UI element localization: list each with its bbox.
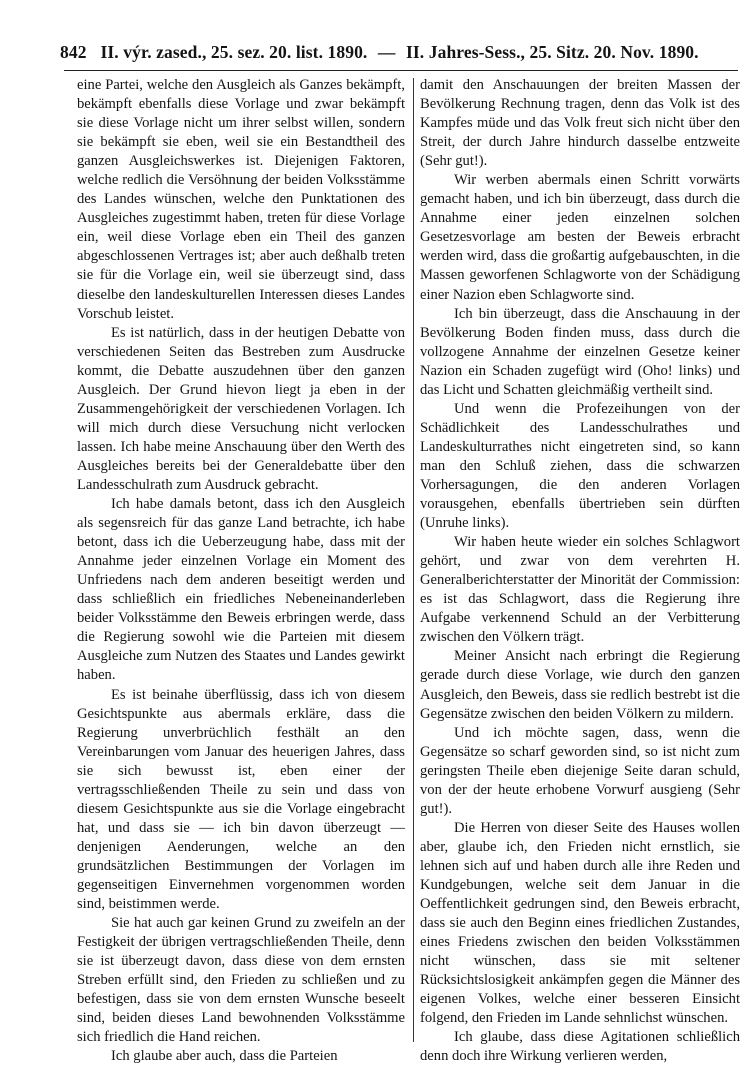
paragraph: Sie hat auch gar keinen Grund zu zweifeln an der Festigkeit der übrigen vertragschließenden Theile, denn sie ist überzeugt davon, dass diese von dem ernsten Streben erfüllt sind, den Frieden zu schließen und zu befestigen, dass sie von dem ernsten Wunsche beseelt sind, beiden dieses Land bewohnenden Volksstämme sich friedlich die Hand reichen. [77,915,405,1046]
header-german: II. Jahres-Sess., 25. Sitz. 20. Nov. 1890. [405,42,699,62]
paragraph: Es ist natürlich, dass in der heutigen Debatte von verschiedenen Seiten das Bestreben zum Ausdrucke kommt, die Debatte auszudehnen über den ganzen Ausgleich. Der Grund hievon liegt ja eben in der Zusammengehörigkeit der verschiedenen Vorlagen. Ich will mich durch diese Versuchung nicht verlocken lassen. Ich habe meine Anschauung über den Werth des Ausgleiches bereits bei der Generaldebatte über den Landesschulrath zum Ausdruck gebracht. [77,324,405,493]
paragraph: Wir haben heute wieder ein solches Schlagwort gehört, und zwar von dem verehrten H. Generalberichterstatter der Minorität der Commission: es ist das Schlagwort, dass die Regierung ihre Aufgabe verkennend Schuld an der Verbitterung zwischen den Völkern trägt. [420,534,740,646]
page-number: 842 [60,42,87,62]
paragraph: Ich glaube, dass diese Agitationen schließlich denn doch ihre Wirkung verlieren werden, [420,1029,740,1065]
header-czech: II. výr. zased., 25. sez. 20. list. 1890. [100,42,368,62]
paragraph: Ich bin überzeugt, dass die Anschauung in der Bevölkerung Boden finden muss, dass durch die vollzogene Annahme der einzelnen Gesetze keiner Nazion ein Schaden zugefügt wird (Oho! links) und das Licht und Schatten gleichmäßig vertheilt sind. [420,305,740,398]
paragraph: Es ist beinahe überflüssig, dass ich von diesem Gesichtspunkte aus abermals erkläre, dass die Regierung unverbrüchlich festhält an den Vereinbarungen vom Januar des heuerigen Jahres, dass sie sich bewusst ist, eben einer der vertragsschließenden Theile zu sein und dass von diesem Gesichtspunkte aus sie die Vorlage eingebracht hat, und dass sie — ich bin davon überzeugt — denjenigen Aenderungen, welche an den grundsätzlichen Bestimmungen der Vorlagen im gegenseitigen Einvernehmen vorgenommen worden sind, beistimmen werde. [77,686,405,913]
right-column [420,76,740,1066]
left-column [77,76,405,1066]
paragraph: Meiner Ansicht nach erbringt die Regierung gerade durch diese Vorlage, wie durch den ganzen Ausgleich, den Beweis, dass sie redlich bestrebt ist die Gegensätze zwischen den beiden Völkern zu mildern. [420,648,740,722]
paragraph: Ich habe damals betont, dass ich den Ausgleich als segensreich für das ganze Land betrachte, ich habe betont, dass ich die Ueberzeugung habe, dass mit der Annahme jeder einzelnen Vorlage ein Moment des Unfriedens nach dem anderen beseitigt werden und dass schließlich ein friedliches Nebeneinanderleben beider Volksstämme den Beweis erbringen werde, dass die Regierung sowohl wie die Parteien mit diesem Ausgleiche zum Nutzen des Staates und Landes gewirkt haben. [77,496,405,684]
paragraph: eine Partei, welche den Ausgleich als Ganzes bekämpft, bekämpft ebenfalls diese Vorlage und zwar bekämpft sie diese Vorlage nicht um ihrer selbst willen, sondern sie bekämpft sie eben, weil sie ein Bestandtheil des ganzen Ausgleichswerkes ist. Diejenigen Faktoren, welche redlich die Versöhnung der beiden Volksstämme des Landes wünschen, welche den Punktationen des Ausgleiches zugestimmt haben, treten für diese Vorlage ein, weil diese Vorlage eben ein Theil des ganzen abgeschlossenen Vertrages ist; aber auch deßhalb treten sie für die Vorlage ein, weil sie überzeugt sind, dass dieselbe den landeskulturellen Interessen dieses Landes Vorschub leistet. [77,77,405,322]
page-header [60,38,740,66]
column-divider [413,78,414,1042]
paragraph: Die Herren von dieser Seite des Hauses wollen aber, glaube ich, den Frieden nicht ernstlich, sie lehnen sich auf und haben durch alle ihre Reden und Kundgebungen, welche seit dem Januar in die Oeffentlichkeit gedrungen sind, den Beweis erbracht, dass sie auch den Beginn eines friedlichen Zustandes, eines Friedens zwischen den beiden Volksstämmen nicht wünschen, dass sie mit seltener Rücksichtslosigkeit ankämpfen gegen die Männer des eigenen Volkes, welche einer besseren Einsicht folgend, den Frieden im Lande sehnlichst wünschen. [420,819,740,1027]
paragraph: Wir werben abermals einen Schritt vorwärts gemacht haben, und ich bin überzeugt, dass durch die Annahme einer jeden einzelnen solchen Gesetzesvorlage am besten der Beweis erbracht werden wird, dass die großartig aufgebauschten, in die Massen geworfenen Schlagworte von der Schädigung einer Nazion eben Schlagworte sind. [420,172,740,303]
paragraph: Und wenn die Profezeihungen von der Schädlichkeit des Landesschulrathes und Landeskulturrathes nicht eingetreten sind, so kann man den Schluß ziehen, dass die schwarzen Vorhersagungen, die den anderen Vorlagen vorausgehen, ebenfalls übertrieben sein dürften (Unruhe links). [420,400,740,532]
paragraph: damit den Anschauungen der breiten Massen der Bevölkerung Rechnung tragen, denn das Volk ist des Kampfes müde und das Volk freut sich nicht über den Streit, der durch Jahre hindurch dasselbe entzweite (Sehr gut!). [420,77,740,170]
paragraph: Und ich möchte sagen, dass, wenn die Gegensätze so scharf geworden sind, so ist nicht zum geringsten Theile eben diejenige Seite daran schuld, von der der heute erhobene Vorwurf ausgieng (Sehr gut!). [420,724,740,817]
header-rule [64,70,738,71]
header-separator: — [377,42,396,62]
paragraph: Ich glaube aber auch, dass die Parteien [111,1048,338,1065]
